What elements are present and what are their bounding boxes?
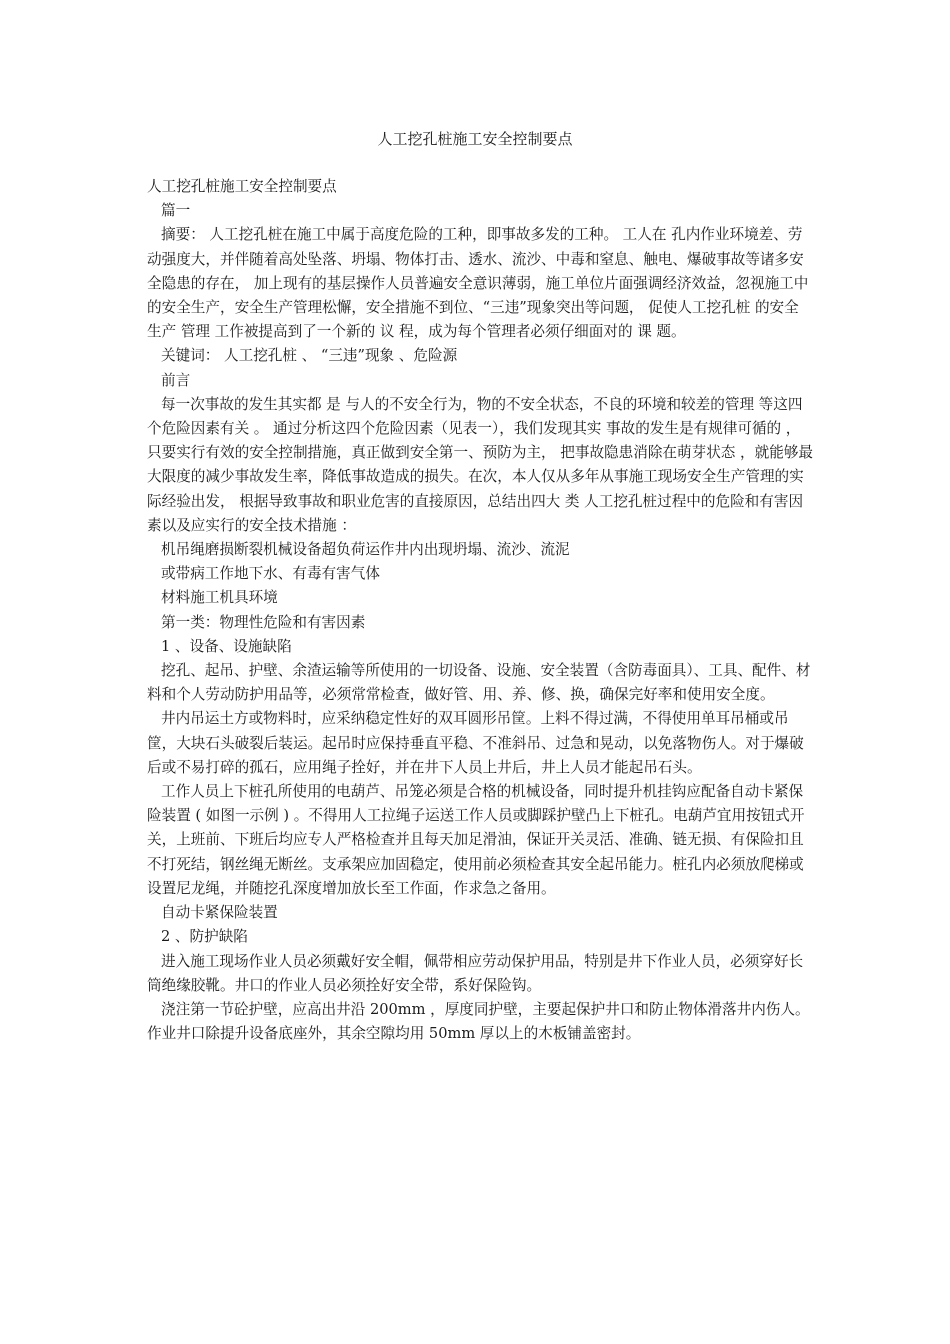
paragraph: 挖孔、起吊、护壁、余渣运输等所使用的一切设备、设施、安全装置（含防毒面具）、工具、配件、材料和个人劳动防护用品等，必须常常检查，做好管、用、养、修、换，确保完好率和使用安全度。 xyxy=(147,662,811,704)
paragraph: 人工挖孔桩施工安全控制要点 xyxy=(147,178,337,195)
paragraph: 摘要： 人工挖孔桩在施工中属于高度危险的工种，即事故多发的工种。 工人在 孔内作业环境差、劳动强度大，并伴随着高处坠落、坍塌、物体打击、透水、流沙、中毒和窒息、触电、爆破事故等诸多安全隐患的存在， 加上现有的基层操作人员普遍安全意识薄弱，施工单位片面强调经济效益，忽视施工中的安全生产，安全生产管理松懈，安全措施不到位、“三违”现象突出等问题， 促使人工挖孔桩 的安全生产 管理 工作被提高到了一个新的 议 程，成为每个管理者必须仔细面对的 课 题。 xyxy=(147,226,809,341)
paragraph: 1 、设备、设施缺陷 xyxy=(161,637,292,655)
document-title: 人工挖孔桩施工安全控制要点 xyxy=(377,130,573,148)
document-body xyxy=(147,175,813,1046)
paragraph: 工作人员上下桩孔所使用的电葫芦、吊笼必须是合格的机械设备，同时提升机挂钩应配备自动卡紧保险装置 ( 如图一示例 ) 。不得用人工拉绳子运送工作人员或脚踩护壁凸上下桩孔。电葫芦宜用按钮式开关，上班前、下班后均应专人严格检查并且每天加足滑油，保证开关灵活、准确、链无损、有保险扣且不打死结，钢丝绳无断丝。支承架应加固稳定，使用前必须检查其安全起吊能力。桩孔内必须放爬梯或设置尼龙绳，并随挖孔深度增加放长至工作面，作求急之备用。 xyxy=(147,783,805,897)
paragraph: 篇一 xyxy=(161,202,191,220)
paragraph: 浇注第一节砼护壁，应高出井沿 200mm ，厚度同护壁，主要起保护井口和防止物体滑落井内伤人。作业井口除提升设备底座外，其余空隙均用 50mm 厚以上的木板铺盖密封。 xyxy=(147,1000,810,1043)
paragraph: 进入施工现场作业人员必须戴好安全帽，佩带相应劳动保护用品，特别是井下作业人员，必须穿好长筒绝缘胶靴。井口的作业人员必须拴好安全带，系好保险钩。 xyxy=(147,952,804,994)
paragraph: 第一类：物理性危险和有害因素 xyxy=(161,613,366,631)
paragraph: 2 、防护缺陷 xyxy=(161,928,248,946)
paragraph: 机吊绳磨损断裂机械设备超负荷运作井内出现坍塌、流沙、流泥 xyxy=(161,541,570,559)
paragraph: 前言 xyxy=(161,371,191,389)
paragraph: 井内吊运土方或物料时，应采纳稳定性好的双耳圆形吊筐。上料不得过满，不得使用单耳吊桶或吊筐，大块石头破裂后装运。起吊时应保持垂直平稳、不准斜吊、过急和晃动，以免落物伤人。对于爆破后或不易打碎的孤石，应用绳子拴好，并在井下人员上井后，井上人员才能起吊石头。 xyxy=(147,710,804,776)
paragraph: 自动卡紧保险装置 xyxy=(161,904,278,922)
paragraph: 每一次事故的发生其实都 是 与人的不安全行为，物的不安全状态，不良的环境和较差的管理 等这四个危险因素有关 。 通过分析这四个危险因素（见表一），我们发现其实 事故的发生是有规律可循的 ，只要实行有效的安全控制措施，真正做到安全第一、预防为主， 把事故隐患消除在萌芽状态 ，就能够最大限度的减少事故发生率，降低事故造成的损失。在次，本人仅从多年从事施工现场安全生产管理的实际经验出发， 根据导致事故和职业危害的直接原因，总结出四大 类 人工挖孔桩过程中的危险和有害因素以及应实行的安全技术措施 ： xyxy=(147,395,814,534)
paragraph: 或带病工作地下水、有毒有害气体 xyxy=(161,565,380,583)
paragraph: 关键词： 人工挖孔桩 、 “三违”现象 、危险源 xyxy=(161,347,458,365)
paragraph: 材料施工机具环境 xyxy=(161,589,278,607)
